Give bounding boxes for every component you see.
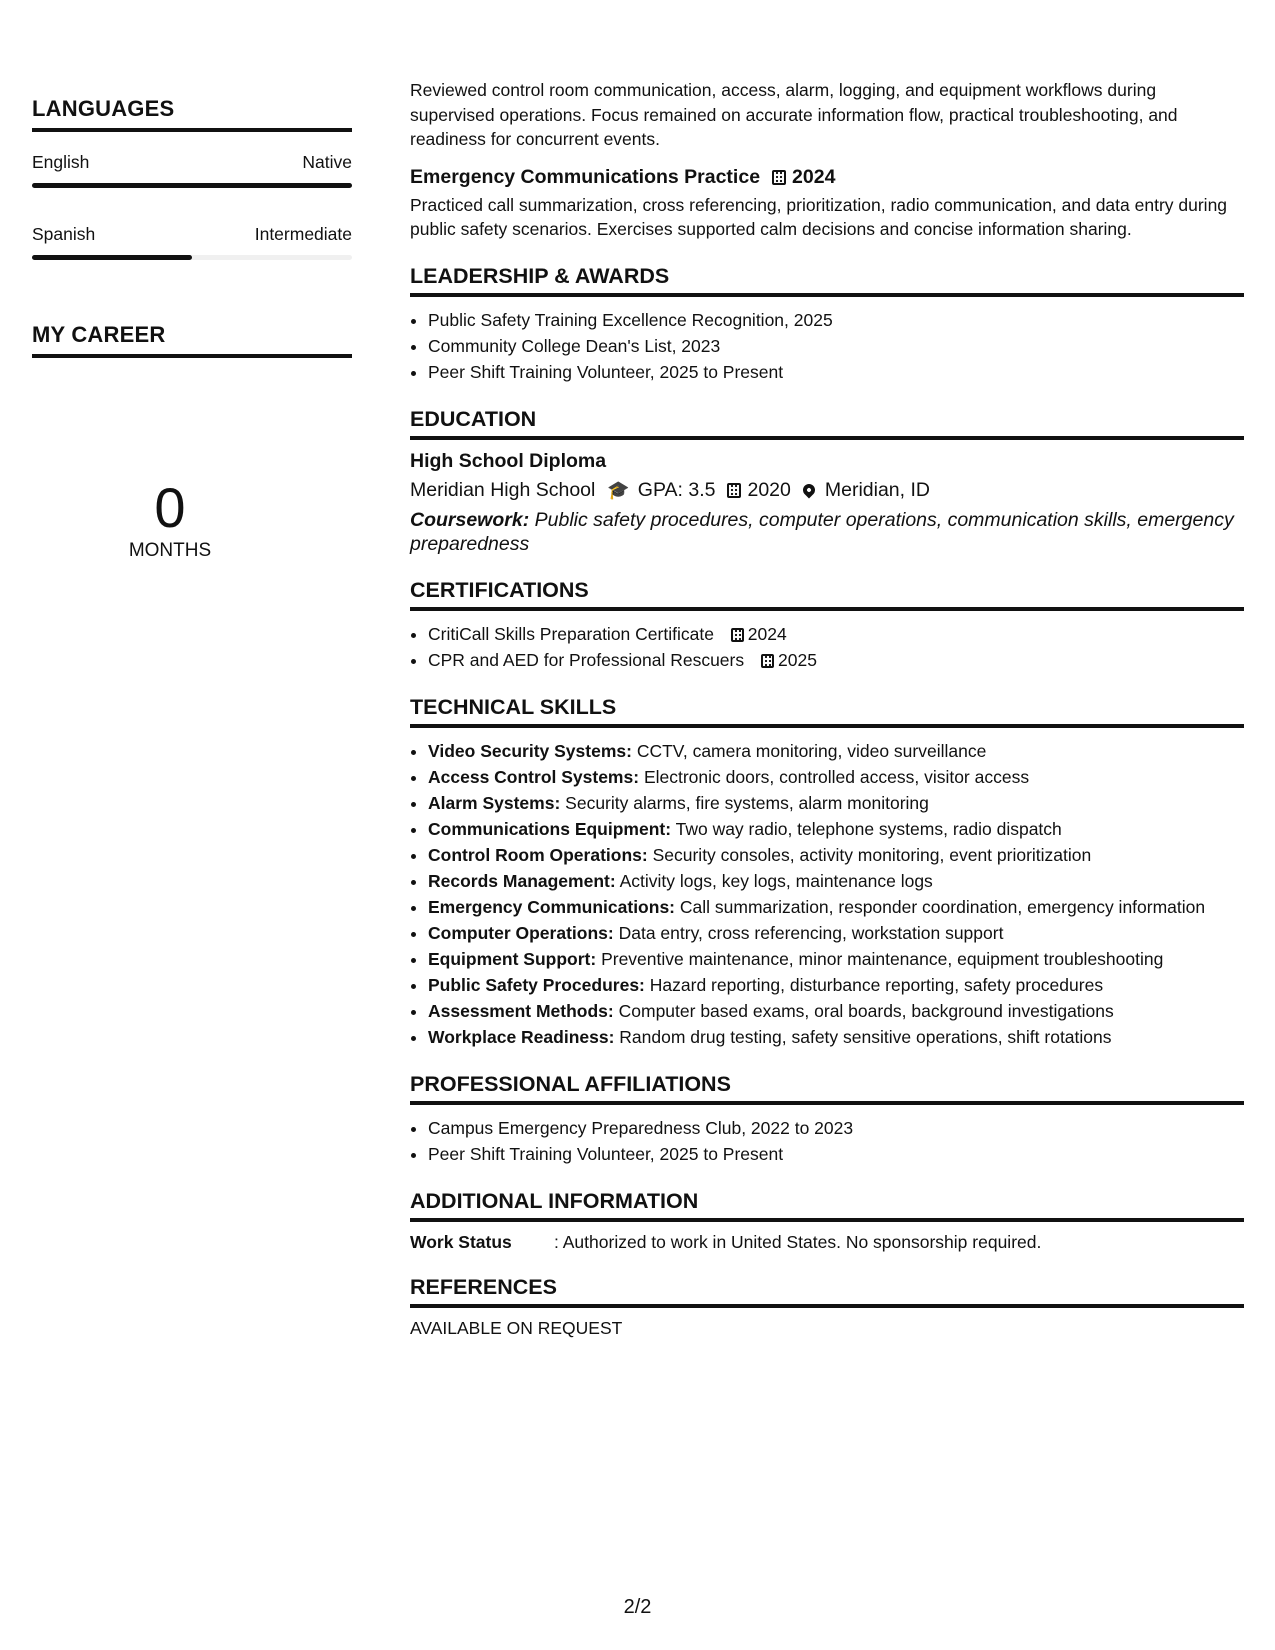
career-months-unit: MONTHS: [128, 540, 212, 561]
skill-label: Public Safety Procedures:: [428, 974, 645, 995]
skill-label: Alarm Systems:: [428, 792, 561, 813]
career-section: [32, 322, 352, 562]
page-number: 2/2: [623, 1596, 652, 1618]
skill-value: Random drug testing, safety sensitive operations, shift rotations: [619, 1026, 1112, 1047]
education-school: Meridian High School: [410, 478, 596, 501]
affiliations-list: [410, 1115, 1244, 1167]
coursework-label: Coursework:: [410, 508, 530, 531]
certification-name: CritiCall Skills Preparation Certificate: [428, 623, 714, 644]
list-item: • Peer Shift Training Volunteer, 2025 to Present: [428, 359, 1244, 385]
education-coursework: [410, 508, 1244, 556]
skill-label: Assessment Methods:: [428, 1000, 614, 1021]
skill-label: Access Control Systems:: [428, 766, 640, 787]
certification-name: CPR and AED for Professional Rescuers: [428, 649, 745, 670]
certification-year: 2024: [747, 623, 787, 644]
language-level: Intermediate: [254, 224, 352, 244]
work-status-label: Work Status: [410, 1231, 512, 1252]
main-content: [410, 78, 1244, 1339]
education-location: Meridian, ID: [824, 478, 930, 501]
list-item: [428, 920, 1244, 946]
list-item: [428, 621, 1244, 647]
work-status-row: [410, 1232, 1244, 1253]
work-status-value: : Authorized to work in United States. No sponsorship required.: [554, 1231, 1042, 1252]
coursework-text: Public safety procedures, computer operations, communication skills, emergency preparedness: [410, 508, 1234, 555]
skill-label: Computer Operations:: [428, 922, 614, 943]
list-item: [428, 816, 1244, 842]
language-proficiency-bar: [32, 255, 352, 260]
certifications-heading: CERTIFICATIONS: [410, 578, 1244, 611]
skill-value: Preventive maintenance, minor maintenance, equipment troubleshooting: [601, 948, 1164, 969]
skill-value: Activity logs, key logs, maintenance logs: [619, 870, 933, 891]
skill-value: Electronic doors, controlled access, visitor access: [643, 766, 1030, 787]
skill-value: CCTV, camera monitoring, video surveillance: [636, 740, 987, 761]
language-level: Native: [302, 152, 352, 172]
career-months-value: 0: [154, 476, 186, 539]
skill-label: Emergency Communications:: [428, 896, 675, 917]
leadership-list: [410, 307, 1244, 385]
skill-label: Records Management:: [428, 870, 616, 891]
calendar-icon: [772, 170, 786, 185]
list-item: • Community College Dean's List, 2023: [428, 333, 1244, 359]
career-heading: MY CAREER: [32, 322, 352, 358]
language-item-spanish: [32, 224, 352, 260]
practice-title: Emergency Communications Practice: [410, 165, 761, 188]
practice-description: Practiced call summarization, cross referencing, prioritization, radio communication, and data entry during public safety scenarios. Exercises supported calm decisions and concise information sharing.: [410, 194, 1228, 239]
skill-value: Computer based exams, oral boards, background investigations: [618, 1000, 1114, 1021]
references-text: AVAILABLE ON REQUEST: [410, 1317, 623, 1338]
skill-value: Security alarms, fire systems, alarm monitoring: [565, 792, 929, 813]
leadership-heading: LEADERSHIP & AWARDS: [410, 264, 1244, 297]
certifications-list: [410, 621, 1244, 673]
list-item: [428, 946, 1244, 972]
education-meta: [410, 479, 1244, 502]
location-pin-icon: [800, 482, 817, 499]
list-item: [428, 790, 1244, 816]
list-item: [428, 738, 1244, 764]
graduation-cap-icon: 🎓: [607, 479, 630, 500]
skill-label: Control Room Operations:: [428, 844, 648, 865]
language-name: English: [32, 152, 90, 172]
calendar-icon: [727, 483, 741, 498]
list-item: [428, 647, 1244, 673]
skill-value: Two way radio, telephone systems, radio dispatch: [675, 818, 1062, 839]
calendar-icon: [731, 628, 744, 642]
list-item: [428, 894, 1244, 920]
skill-value: Security consoles, activity monitoring, event prioritization: [652, 844, 1092, 865]
list-item: • Public Safety Training Excellence Recognition, 2025: [428, 307, 1244, 333]
list-item: • Campus Emergency Preparedness Club, 2022 to 2023: [428, 1115, 1244, 1141]
skill-label: Equipment Support:: [428, 948, 597, 969]
skill-value: Call summarization, responder coordination, emergency information: [679, 896, 1206, 917]
list-item: [428, 972, 1244, 998]
skill-label: Communications Equipment:: [428, 818, 672, 839]
certification-year: 2025: [778, 649, 817, 670]
skill-value: Hazard reporting, disturbance reporting, safety procedures: [649, 974, 1104, 995]
intro-paragraph: Reviewed control room communication, access, alarm, logging, and equipment workflows during supervised operations. Focus remained on accurate information flow, practical troubleshooting, and readiness for concurrent events.: [410, 80, 1178, 149]
language-proficiency-bar: [32, 183, 352, 188]
language-proficiency-fill: [32, 255, 192, 260]
language-proficiency-fill: [32, 183, 352, 188]
languages-heading: LANGUAGES: [32, 96, 352, 132]
education-degree: High School Diploma: [410, 449, 607, 472]
skill-value: Data entry, cross referencing, workstation support: [618, 922, 1004, 943]
education-year: 2020: [747, 478, 791, 501]
education-heading: EDUCATION: [410, 407, 1244, 440]
practice-year: 2024: [792, 165, 836, 188]
list-item: • Peer Shift Training Volunteer, 2025 to Present: [428, 1141, 1244, 1167]
sidebar: [32, 96, 352, 562]
list-item: [428, 842, 1244, 868]
skills-heading: TECHNICAL SKILLS: [410, 695, 1244, 728]
list-item: [428, 1024, 1244, 1050]
education-gpa: GPA: 3.5: [637, 478, 716, 501]
language-name: Spanish: [32, 224, 96, 244]
list-item: [428, 764, 1244, 790]
affiliations-heading: PROFESSIONAL AFFILIATIONS: [410, 1072, 1244, 1105]
skill-label: Video Security Systems:: [428, 740, 632, 761]
list-item: [428, 868, 1244, 894]
practice-entry-title: [410, 166, 1244, 189]
calendar-icon: [761, 654, 774, 668]
additional-info-heading: ADDITIONAL INFORMATION: [410, 1189, 1244, 1222]
references-heading: REFERENCES: [410, 1275, 1244, 1308]
language-item-english: [32, 152, 352, 188]
list-item: [428, 998, 1244, 1024]
skills-list: [410, 738, 1244, 1050]
skill-label: Workplace Readiness:: [428, 1026, 615, 1047]
